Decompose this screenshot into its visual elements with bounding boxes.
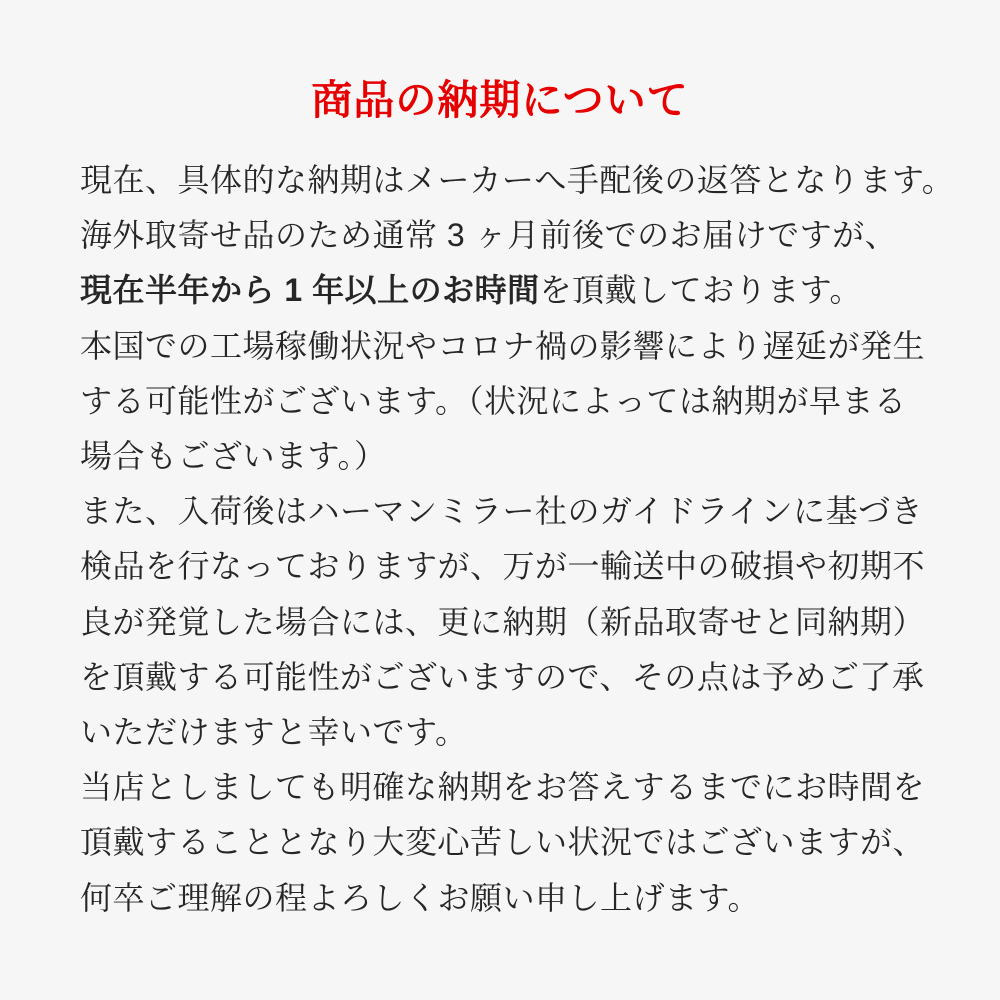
body-line: また、入荷後はハーマンミラー社のガイドラインに基づき: [80, 493, 924, 530]
body-line: 場合もございます。）: [80, 438, 387, 475]
body-line: 現在、具体的な納期はメーカーへ手配後の返答となります。: [80, 162, 955, 198]
body-line-rest: を頂戴しております。: [539, 272, 863, 309]
body-line: を頂戴する可能性がございますので、その点は予めご了承: [80, 658, 925, 695]
body-line: する可能性がございます。（状況によっては納期が早まる: [80, 382, 907, 419]
body-line: 頂戴することとなり大変心苦しい状況ではございますが、: [80, 824, 926, 861]
body-line-emphasis: [80, 263, 940, 318]
notice-body: [80, 153, 955, 926]
body-line: 海外取寄せ品のため通常 3 ヶ月前後でのお届けですが、: [80, 217, 898, 254]
page-title: 商品の納期について: [311, 77, 689, 123]
body-line: 本国での工場稼働状況やコロナ禍の影響により遅延が発生: [80, 327, 926, 364]
emphasis-text: 現在半年から 1 年以上のお時間: [80, 272, 540, 309]
body-line: いただけますと幸いです。: [80, 714, 468, 751]
body-line: 何卒ご理解の程よろしくお願い申し上げます。: [80, 879, 760, 916]
body-line: 当店としましても明確な納期をお答えするまでにお時間を: [80, 769, 926, 806]
body-line: 良が発覚した場合には、更に納期（新品取寄せと同納期）: [80, 603, 926, 640]
body-line: 検品を行なっておりますが、万が一輸送中の破損や初期不: [80, 548, 926, 585]
